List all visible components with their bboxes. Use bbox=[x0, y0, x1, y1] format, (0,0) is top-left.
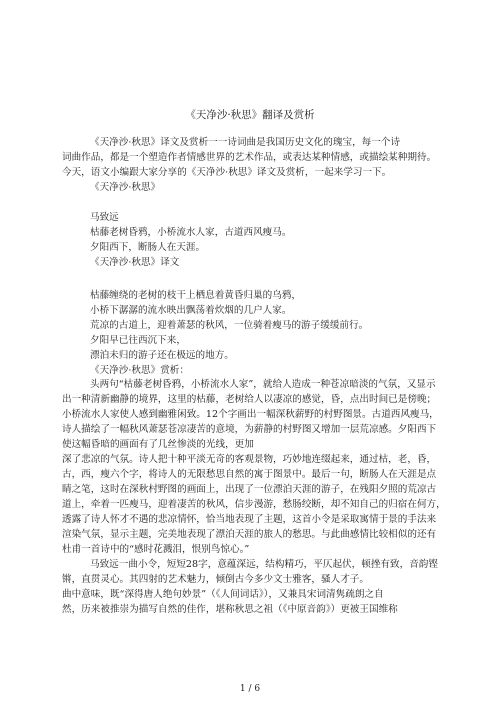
analysis-line: 古，西，瘦六个字，将诗人的无限愁思自然的寓于图景中。最后一句，断肠人在天涯是点 bbox=[62, 469, 437, 480]
intro-line: 今天，语文小编跟大家分享的《天净沙·秋思》译文及赏析，一起来学习一下。 bbox=[62, 167, 392, 178]
analysis-line: 深了悲凉的气氛。诗人把十种平淡无奇的客观景物，巧妙地连缀起来，通过枯，老，昏， bbox=[62, 454, 437, 465]
analysis-line: 锵，直贯灵心。其四射的艺术魅力，倾倒古今多少文士雅客，骚人才子。 bbox=[62, 574, 369, 585]
analysis-line: 头两句“枯藤老树昏鸦，小桥流水人家”，就给人造成一种苍凉暗淡的气氛，又显示 bbox=[90, 379, 436, 390]
intro-line: 《天净沙·秋思》 bbox=[90, 182, 161, 193]
analysis-line: 使这幅昏暗的画面有了几丝惨淡的光线，更加 bbox=[62, 439, 254, 450]
analysis-line: 渲染气氛，显示主题，完美地表现了漂泊天涯的旅人的愁思。与此曲感情比较相似的还有 bbox=[62, 529, 437, 540]
analysis-line: 诗人描绘了一幅秋风萧瑟苍凉凄苦的意境，为薪静的村野图又增加一层荒凉感。夕阳西下 bbox=[62, 424, 437, 435]
analysis-line: 小桥流水人家使人感到幽雅闲致。12个字画出一幅深秋薪野的村野图景。古道西风瘦马， bbox=[62, 409, 439, 420]
poem-line: 夕阳西下，断肠人在天涯。 bbox=[90, 242, 206, 253]
page-number: 1 / 6 bbox=[239, 684, 261, 694]
section-heading: 《天净沙·秋思》赏析： bbox=[90, 365, 189, 376]
translation-line: 小桥下潺潺的流水映出飘荡着炊烟的几户人家。 bbox=[90, 305, 292, 316]
intro-section bbox=[62, 135, 442, 195]
poem-section bbox=[62, 210, 442, 270]
document-title: 《天净沙·秋思》翻译及赏析 bbox=[185, 109, 315, 121]
poem-line: 枯藤老树昏鸦，小桥流水人家，古道西风瘦马。 bbox=[90, 227, 292, 238]
analysis-line: 透露了诗人怀才不遇的悲凉情怀，恰当地表现了主题，这首小令是采取寓情于景的手法来 bbox=[62, 514, 437, 525]
section-heading: 《天净沙·秋思》译文 bbox=[90, 257, 180, 268]
translation-line: 荒凉的古道上，迎着萧瑟的秋风，一位骑着瘦马的游子缓缓前行。 bbox=[90, 320, 369, 331]
poem-author: 马致远 bbox=[90, 212, 119, 223]
analysis-line: 杜甫一首诗中的“感时花溅泪，恨别鸟惊心。” bbox=[62, 544, 250, 555]
analysis-line: 睛之笔，这时在深秋村野图的画面上，出现了一位漂泊天涯的游子，在残阳夕照的荒凉古 bbox=[62, 484, 437, 495]
translation-line: 夕阳早已往西沉下来， bbox=[90, 335, 186, 346]
analysis-line: 马致远一曲小令，短短28字，意蕴深远，结构精巧，平仄起伏，顿挫有致，音韵铿 bbox=[90, 559, 438, 570]
translation-line: 漂泊未归的游子还在极远的地方。 bbox=[90, 350, 234, 361]
translation-section bbox=[62, 288, 442, 378]
intro-line: 词曲作品，都是一个塑造作者情感世界的艺术作品，或表达某种情感，或描绘某种期待。 bbox=[62, 152, 437, 163]
analysis-line: 道上，牵着一匹瘦马，迎着凄苦的秋风，信步漫游，愁肠绞断，却不知自己的归宿在何方， bbox=[62, 499, 446, 510]
analysis-line: 曲中意味，既“深得唐人绝句妙景”（《人间词话》），又兼具宋词清隽疏朗之自 bbox=[62, 589, 384, 600]
analysis-line: 出一种清新幽静的境界，这里的枯藤，老树给人以凄凉的感觉，昏，点出时间已是傍晚； bbox=[62, 394, 437, 405]
intro-line: 《天净沙·秋思》译文及赏析一一诗词曲是我国历史文化的瑰宝，每一个诗 bbox=[90, 137, 401, 148]
translation-line: 枯藤缠绕的老树的枝干上栖息着黄昏归巢的乌鸦， bbox=[90, 290, 302, 301]
analysis-line: 然，历来被推崇为描写自然的佳作，堪称秋思之祖（《中原音韵》）更被王国维称 bbox=[62, 604, 398, 615]
analysis-section bbox=[62, 377, 446, 617]
